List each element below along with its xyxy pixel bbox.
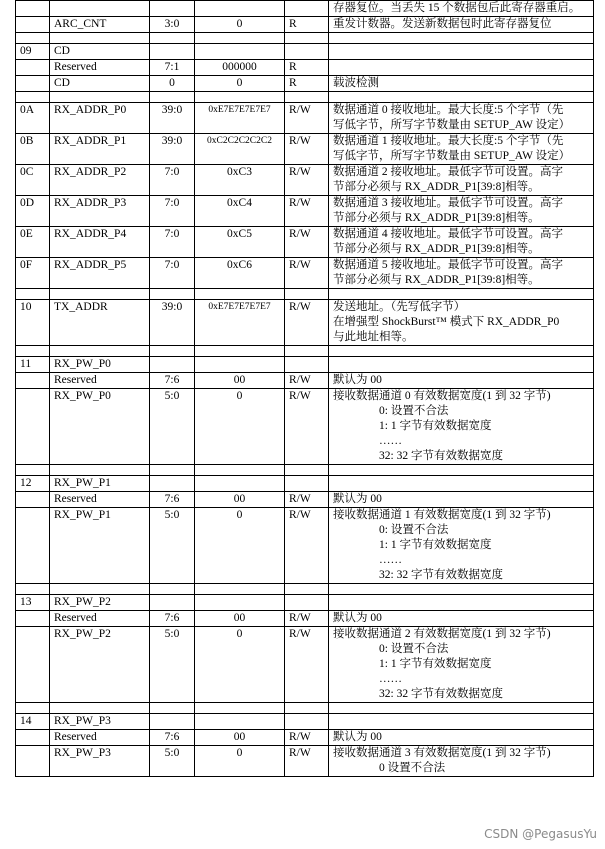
description-line: 数据通道 4 接收地址。最低字节可设置。高字 <box>333 228 563 240</box>
reset-value-cell <box>195 357 285 373</box>
table-row <box>16 746 594 777</box>
description-line: 载波检测 <box>333 77 379 89</box>
address-cell <box>16 17 50 33</box>
description-cell <box>329 134 594 165</box>
description-cell <box>329 357 594 373</box>
mnemonic-cell: RX_PW_P3 <box>50 714 150 730</box>
address-cell <box>16 508 50 584</box>
description-cell <box>329 44 594 60</box>
access-type-cell: R/W <box>285 373 329 389</box>
table-row <box>16 389 594 465</box>
mnemonic-cell: RX_PW_P2 <box>50 595 150 611</box>
description-line <box>333 357 591 372</box>
spacer-cell <box>329 465 594 476</box>
access-type-cell: R/W <box>285 389 329 465</box>
description-line: 接收数据通道 0 有效数据宽度(1 到 32 字节) <box>333 390 551 402</box>
mnemonic-cell: RX_PW_P0 <box>50 389 150 465</box>
spacer-row <box>16 346 594 357</box>
table-row <box>16 103 594 134</box>
mnemonic-cell: RX_ADDR_P1 <box>50 134 150 165</box>
table-row <box>16 595 594 611</box>
spacer-row <box>16 289 594 300</box>
description-cell <box>329 165 594 196</box>
spacer-cell <box>329 92 594 103</box>
table-row <box>16 300 594 346</box>
mnemonic-cell: CD <box>50 44 150 60</box>
spacer-cell <box>329 346 594 357</box>
access-type-cell: R/W <box>285 165 329 196</box>
description-cell <box>329 714 594 730</box>
table-row <box>16 258 594 289</box>
reset-value-cell: 0 <box>195 76 285 92</box>
table-row <box>16 730 594 746</box>
description-line: 0: 设置不合法 <box>379 524 449 536</box>
spacer-cell <box>329 33 594 44</box>
access-type-cell: R/W <box>285 196 329 227</box>
description-line: 接收数据通道 3 有效数据宽度(1 到 32 字节) <box>333 747 551 759</box>
address-cell: 0F <box>16 258 50 289</box>
reset-value-cell <box>195 44 285 60</box>
access-type-cell: R/W <box>285 492 329 508</box>
description-line: 默认为 00 <box>333 731 382 743</box>
table-row <box>16 714 594 730</box>
bits-cell: 5:0 <box>150 627 195 703</box>
reset-value-cell: 000000 <box>195 60 285 76</box>
reset-value-cell: 0xC3 <box>195 165 285 196</box>
address-cell: 0A <box>16 103 50 134</box>
reset-value-cell: 0 <box>195 508 285 584</box>
description-line: 32: 32 字节有效数据宽度 <box>379 569 503 581</box>
address-cell: 09 <box>16 44 50 60</box>
reset-value-cell: 00 <box>195 611 285 627</box>
description-cell <box>329 595 594 611</box>
table-row <box>16 134 594 165</box>
bits-cell <box>150 357 195 373</box>
spacer-cell <box>150 584 195 595</box>
mnemonic-cell: TX_ADDR <box>50 300 150 346</box>
access-type-cell: R/W <box>285 627 329 703</box>
watermark: CSDN @PegasusYu <box>484 827 597 841</box>
description-line: 数据通道 2 接收地址。最低字节可设置。高字 <box>333 166 563 178</box>
mnemonic-cell: RX_ADDR_P2 <box>50 165 150 196</box>
description-cell <box>329 258 594 289</box>
table-row <box>16 196 594 227</box>
spacer-cell <box>329 584 594 595</box>
register-table <box>15 0 594 777</box>
spacer-cell <box>329 703 594 714</box>
reset-value-cell: 0xE7E7E7E7E7 <box>195 103 285 134</box>
access-type-cell: R/W <box>285 103 329 134</box>
description-line: 32: 32 字节有效数据宽度 <box>379 450 503 462</box>
description-line: 默认为 00 <box>333 374 382 386</box>
access-type-cell <box>285 714 329 730</box>
spacer-cell <box>16 92 50 103</box>
description-cell <box>329 611 594 627</box>
address-cell: 11 <box>16 357 50 373</box>
spacer-cell <box>285 465 329 476</box>
spacer-cell <box>329 289 594 300</box>
description-cell <box>329 103 594 134</box>
reset-value-cell: 00 <box>195 373 285 389</box>
description-line: 发送地址。（先写低字节） <box>333 301 466 313</box>
mnemonic-cell: RX_PW_P1 <box>50 476 150 492</box>
description-cell <box>329 76 594 92</box>
spacer-cell <box>150 92 195 103</box>
reset-value-cell: 00 <box>195 730 285 746</box>
spacer-cell <box>50 92 150 103</box>
mnemonic-cell: ARC_CNT <box>50 17 150 33</box>
bits-cell: 5:0 <box>150 508 195 584</box>
spacer-cell <box>16 33 50 44</box>
reset-value-cell: 0xC4 <box>195 196 285 227</box>
bits-cell <box>150 476 195 492</box>
bits-cell: 5:0 <box>150 746 195 777</box>
spacer-cell <box>50 33 150 44</box>
spacer-row <box>16 92 594 103</box>
access-type-cell: R/W <box>285 300 329 346</box>
reset-value-cell: 0xC6 <box>195 258 285 289</box>
table-row <box>16 476 594 492</box>
description-line: 重发计数器。发送新数据包时此寄存器复位 <box>333 18 552 30</box>
description-cell <box>329 746 594 777</box>
description-cell <box>329 389 594 465</box>
address-cell: 10 <box>16 300 50 346</box>
description-line: 0: 设置不合法 <box>379 643 449 655</box>
spacer-cell <box>285 289 329 300</box>
spacer-cell <box>195 289 285 300</box>
description-line: 数据通道 5 接收地址。最低字节可设置。高字 <box>333 259 563 271</box>
reset-value-cell <box>195 1 285 17</box>
description-line: 写低字节，所写字节数量由 SETUP_AW 设定） <box>333 119 571 131</box>
bits-cell: 7:6 <box>150 730 195 746</box>
spacer-cell <box>50 584 150 595</box>
mnemonic-cell: Reserved <box>50 60 150 76</box>
reset-value-cell: 00 <box>195 492 285 508</box>
table-row <box>16 373 594 389</box>
description-line: 与此地址相等。 <box>333 331 414 343</box>
address-cell <box>16 1 50 17</box>
bits-cell: 39:0 <box>150 134 195 165</box>
table-row <box>16 76 594 92</box>
description-line: 节部分必须与 RX_ADDR_P1[39:8]相等。 <box>333 181 540 193</box>
description-line: 1: 1 字节有效数据宽度 <box>379 539 492 551</box>
access-type-cell: R/W <box>285 134 329 165</box>
bits-cell <box>150 595 195 611</box>
spacer-cell <box>50 289 150 300</box>
spacer-cell <box>195 33 285 44</box>
mnemonic-cell: RX_ADDR_P0 <box>50 103 150 134</box>
description-line <box>333 714 591 729</box>
description-line: 存器复位。当丢失 15 个数据包后此寄存器重启。 <box>333 2 581 14</box>
address-cell <box>16 611 50 627</box>
address-cell: 0C <box>16 165 50 196</box>
table-row <box>16 357 594 373</box>
access-type-cell: R/W <box>285 227 329 258</box>
description-cell <box>329 373 594 389</box>
description-line: 数据通道 0 接收地址。最大长度:5 个字节（先 <box>333 104 564 116</box>
description-line <box>333 595 591 610</box>
mnemonic-cell: CD <box>50 76 150 92</box>
address-cell: 0B <box>16 134 50 165</box>
bits-cell: 3:0 <box>150 17 195 33</box>
description-line: 数据通道 3 接收地址。最低字节可设置。高字 <box>333 197 563 209</box>
address-cell <box>16 373 50 389</box>
bits-cell: 7:0 <box>150 258 195 289</box>
address-cell: 0D <box>16 196 50 227</box>
address-cell <box>16 389 50 465</box>
bits-cell: 7:6 <box>150 492 195 508</box>
mnemonic-cell: RX_PW_P1 <box>50 508 150 584</box>
spacer-cell <box>16 703 50 714</box>
reset-value-cell: 0 <box>195 746 285 777</box>
spacer-cell <box>150 346 195 357</box>
description-cell <box>329 300 594 346</box>
spacer-cell <box>50 703 150 714</box>
spacer-row <box>16 465 594 476</box>
mnemonic-cell: Reserved <box>50 611 150 627</box>
table-row <box>16 627 594 703</box>
access-type-cell <box>285 476 329 492</box>
access-type-cell <box>285 595 329 611</box>
address-cell: 14 <box>16 714 50 730</box>
mnemonic-cell <box>50 1 150 17</box>
spacer-cell <box>195 346 285 357</box>
description-line <box>333 44 591 59</box>
mnemonic-cell: RX_ADDR_P3 <box>50 196 150 227</box>
description-line: 节部分必须与 RX_ADDR_P1[39:8]相等。 <box>333 212 540 224</box>
table-row <box>16 492 594 508</box>
table-row <box>16 165 594 196</box>
address-cell: 0E <box>16 227 50 258</box>
spacer-row <box>16 703 594 714</box>
reset-value-cell: 0xC2C2C2C2C2 <box>195 134 285 165</box>
spacer-cell <box>285 92 329 103</box>
description-line: 在增强型 ShockBurst™ 模式下 RX_ADDR_P0 <box>333 316 560 328</box>
mnemonic-cell: RX_PW_P0 <box>50 357 150 373</box>
reset-value-cell: 0xC5 <box>195 227 285 258</box>
spacer-cell <box>50 465 150 476</box>
reset-value-cell: 0xE7E7E7E7E7 <box>195 300 285 346</box>
mnemonic-cell: RX_ADDR_P4 <box>50 227 150 258</box>
description-line: 数据通道 1 接收地址。最大长度:5 个字节（先 <box>333 135 564 147</box>
spacer-cell <box>16 465 50 476</box>
access-type-cell: R/W <box>285 508 329 584</box>
bits-cell: 7:1 <box>150 60 195 76</box>
table-row <box>16 611 594 627</box>
table-row <box>16 508 594 584</box>
spacer-cell <box>195 703 285 714</box>
access-type-cell: R <box>285 17 329 33</box>
access-type-cell: R/W <box>285 258 329 289</box>
address-cell: 13 <box>16 595 50 611</box>
reset-value-cell: 0 <box>195 389 285 465</box>
mnemonic-cell: RX_PW_P2 <box>50 627 150 703</box>
spacer-cell <box>195 465 285 476</box>
description-line: …… <box>379 435 402 447</box>
reset-value-cell <box>195 714 285 730</box>
description-line: …… <box>379 673 402 685</box>
description-line: 1: 1 字节有效数据宽度 <box>379 420 492 432</box>
description-line: 节部分必须与 RX_ADDR_P1[39:8]相等。 <box>333 274 540 286</box>
bits-cell <box>150 1 195 17</box>
bits-cell: 7:6 <box>150 611 195 627</box>
bits-cell: 7:0 <box>150 165 195 196</box>
spacer-cell <box>285 346 329 357</box>
spacer-cell <box>50 346 150 357</box>
description-cell <box>329 730 594 746</box>
description-cell <box>329 227 594 258</box>
register-table-body <box>16 1 594 777</box>
description-cell <box>329 476 594 492</box>
bits-cell: 39:0 <box>150 103 195 134</box>
spacer-cell <box>150 703 195 714</box>
address-cell <box>16 730 50 746</box>
description-line: 32: 32 字节有效数据宽度 <box>379 688 503 700</box>
table-row <box>16 60 594 76</box>
access-type-cell <box>285 357 329 373</box>
description-line <box>333 476 591 491</box>
table-row <box>16 1 594 17</box>
reset-value-cell <box>195 595 285 611</box>
description-cell <box>329 627 594 703</box>
spacer-cell <box>195 584 285 595</box>
description-line: 1: 1 字节有效数据宽度 <box>379 658 492 670</box>
mnemonic-cell: RX_ADDR_P5 <box>50 258 150 289</box>
spacer-row <box>16 584 594 595</box>
description-cell <box>329 60 594 76</box>
address-cell: 12 <box>16 476 50 492</box>
address-cell <box>16 60 50 76</box>
access-type-cell <box>285 1 329 17</box>
address-cell <box>16 746 50 777</box>
mnemonic-cell: Reserved <box>50 492 150 508</box>
access-type-cell <box>285 44 329 60</box>
bits-cell <box>150 714 195 730</box>
spacer-row <box>16 33 594 44</box>
access-type-cell: R/W <box>285 611 329 627</box>
bits-cell: 7:6 <box>150 373 195 389</box>
table-row <box>16 227 594 258</box>
bits-cell: 7:0 <box>150 196 195 227</box>
spacer-cell <box>16 584 50 595</box>
description-line <box>333 60 591 75</box>
access-type-cell: R/W <box>285 730 329 746</box>
address-cell <box>16 492 50 508</box>
access-type-cell: R <box>285 60 329 76</box>
bits-cell: 5:0 <box>150 389 195 465</box>
spacer-cell <box>150 289 195 300</box>
description-line: 接收数据通道 1 有效数据宽度(1 到 32 字节) <box>333 509 551 521</box>
description-cell <box>329 1 594 17</box>
description-line: 0: 设置不合法 <box>379 405 449 417</box>
address-cell <box>16 76 50 92</box>
reset-value-cell <box>195 476 285 492</box>
bits-cell: 39:0 <box>150 300 195 346</box>
reset-value-cell: 0 <box>195 627 285 703</box>
description-cell <box>329 508 594 584</box>
address-cell <box>16 627 50 703</box>
description-cell <box>329 196 594 227</box>
description-line: 0 设置不合法 <box>379 762 446 774</box>
spacer-cell <box>285 33 329 44</box>
spacer-cell <box>16 346 50 357</box>
mnemonic-cell: Reserved <box>50 373 150 389</box>
table-row <box>16 44 594 60</box>
description-line: 写低字节，所写字节数量由 SETUP_AW 设定） <box>333 150 571 162</box>
description-line: …… <box>379 554 402 566</box>
spacer-cell <box>285 584 329 595</box>
bits-cell <box>150 44 195 60</box>
spacer-cell <box>285 703 329 714</box>
description-cell <box>329 17 594 33</box>
spacer-cell <box>150 33 195 44</box>
description-line: 默认为 00 <box>333 612 382 624</box>
bits-cell: 7:0 <box>150 227 195 258</box>
description-line: 默认为 00 <box>333 493 382 505</box>
spacer-cell <box>16 289 50 300</box>
access-type-cell: R/W <box>285 746 329 777</box>
description-line: 节部分必须与 RX_ADDR_P1[39:8]相等。 <box>333 243 540 255</box>
description-cell <box>329 492 594 508</box>
table-row <box>16 17 594 33</box>
bits-cell: 0 <box>150 76 195 92</box>
description-line: 接收数据通道 2 有效数据宽度(1 到 32 字节) <box>333 628 551 640</box>
access-type-cell: R <box>285 76 329 92</box>
reset-value-cell: 0 <box>195 17 285 33</box>
mnemonic-cell: RX_PW_P3 <box>50 746 150 777</box>
mnemonic-cell: Reserved <box>50 730 150 746</box>
spacer-cell <box>150 465 195 476</box>
spacer-cell <box>195 92 285 103</box>
